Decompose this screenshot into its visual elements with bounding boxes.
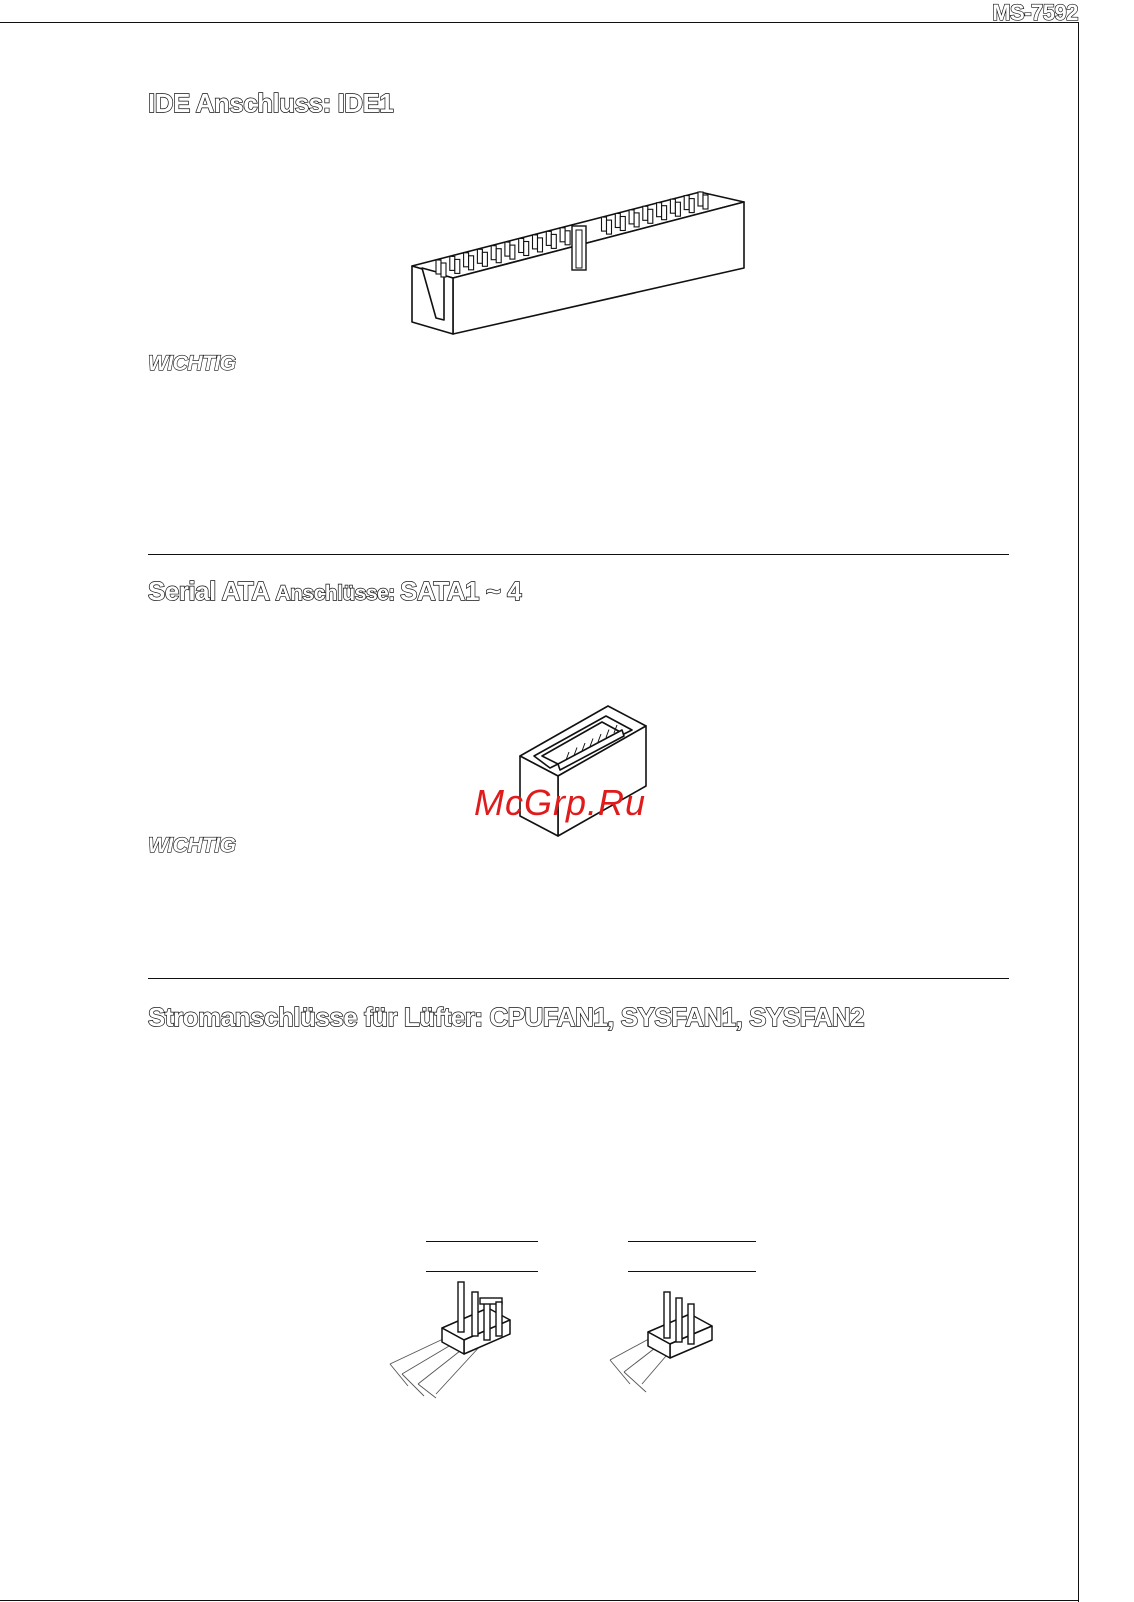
- ide-pin: [464, 253, 469, 267]
- ide-pin: [450, 256, 455, 270]
- fan3-label-line-top: [628, 1241, 756, 1242]
- ide-pin: [524, 242, 529, 256]
- ide-pin: [436, 260, 441, 274]
- ide-pin: [607, 220, 612, 234]
- ide-pin: [441, 263, 446, 277]
- ide-pin: [657, 203, 662, 217]
- fan4-label-line-top: [426, 1241, 538, 1242]
- ide-pin: [505, 242, 510, 256]
- ide-pin: [455, 259, 460, 273]
- ide-pin: [629, 210, 634, 224]
- ide-pin: [620, 217, 625, 231]
- sysfan-3pin-connector-illustration: [608, 1284, 718, 1394]
- ide-pin: [602, 217, 607, 231]
- ide-pin: [648, 209, 653, 223]
- ide-pin: [560, 228, 565, 242]
- ide-pin: [670, 199, 675, 213]
- ide-pin: [551, 234, 556, 248]
- ide-pin: [519, 239, 524, 253]
- ide-pin: [684, 196, 689, 210]
- watermark-text: McGrp.Ru: [474, 782, 647, 823]
- section-divider: [148, 978, 1009, 979]
- ide-important-label: WICHTIG: [148, 352, 236, 375]
- sata-section-title: Serial ATA Anschlüsse: SATA1 ~ 4: [148, 576, 522, 606]
- ide-pin: [538, 238, 543, 252]
- fan3-label-line-bottom: [628, 1271, 756, 1272]
- page-frame-bottom: [0, 1600, 1079, 1601]
- model-number: MS-7592: [992, 0, 1078, 25]
- ide-pin: [477, 249, 482, 263]
- ide-pin: [491, 246, 496, 260]
- sata-important-label: WICHTIG: [148, 834, 236, 857]
- section-divider: [148, 554, 1009, 555]
- page-frame-top: [0, 22, 1079, 23]
- ide-pin: [615, 214, 620, 228]
- ide-pin: [496, 249, 501, 263]
- ide-pin: [565, 231, 570, 245]
- ide-pin: [469, 256, 474, 270]
- cpufan-4pin-connector-illustration: [388, 1278, 528, 1402]
- ide-pin: [643, 206, 648, 220]
- ide-pin: [546, 231, 551, 245]
- ide-pin: [662, 206, 667, 220]
- ide-pin: [510, 245, 515, 259]
- ide-pin: [675, 202, 680, 216]
- ide-pin: [482, 252, 487, 266]
- ide-pin: [698, 192, 703, 206]
- ide-pin: [533, 235, 538, 249]
- ide-pin: [634, 213, 639, 227]
- ide-connector-illustration: [410, 188, 750, 338]
- ide-pin: [689, 199, 694, 213]
- fan-section-title: Stromanschlüsse für Lüfter: CPUFAN1, SYSFAN1, SYSFAN2: [148, 1002, 865, 1032]
- fan4-label-line-bottom: [426, 1271, 538, 1272]
- page-frame-right: [1078, 22, 1079, 1602]
- ide-pin: [703, 195, 708, 209]
- ide-section-title: IDE Anschluss: IDE1: [148, 88, 394, 118]
